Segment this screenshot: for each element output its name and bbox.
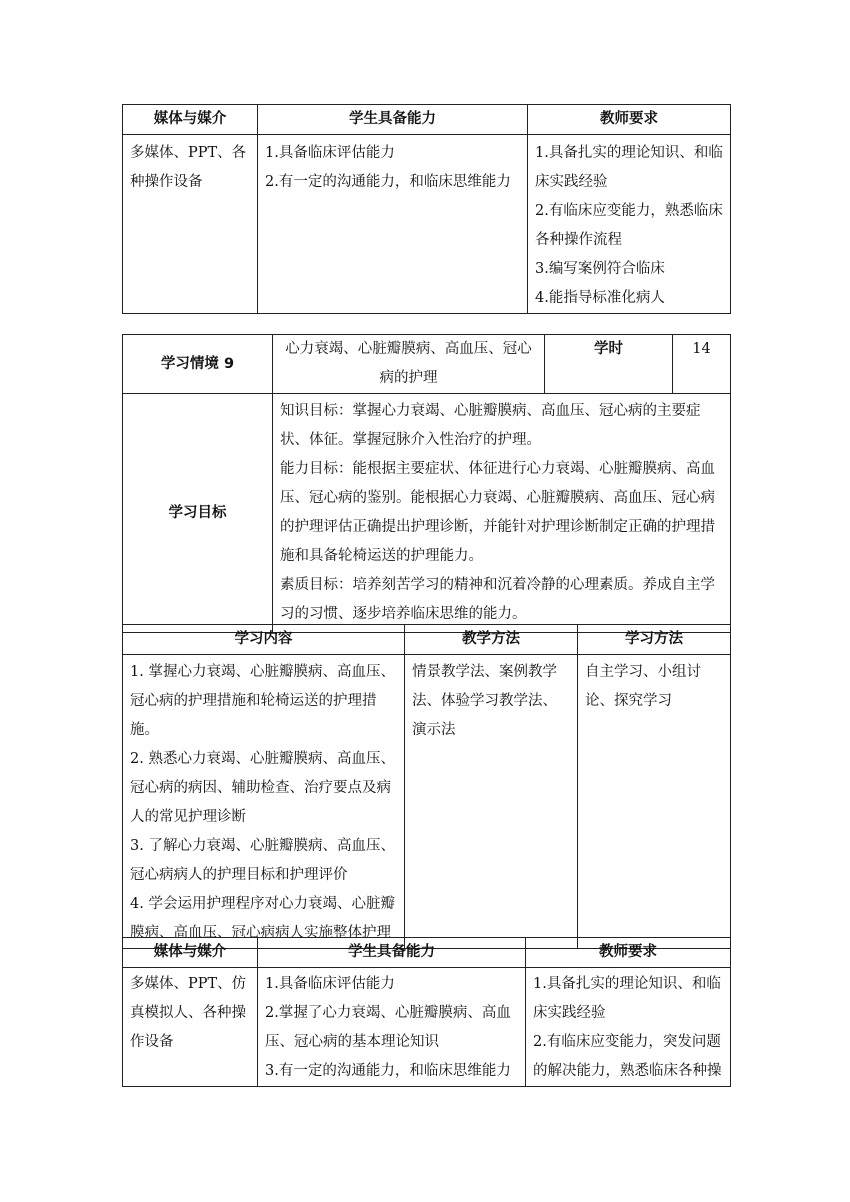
objectives-cell: [273, 394, 731, 633]
teacher-item: 4.能指导标准化病人: [535, 290, 665, 306]
header-teaching-methods: 教学方法: [405, 625, 578, 655]
content-item: 3. 了解心力衰竭、心脏瓣膜病、高血压、冠心病病人的护理目标和护理评价: [130, 838, 395, 883]
ability-objective: 能力目标：能根据主要症状、体征进行心力衰竭、心脏瓣膜病、高血压、冠心病的鉴别。能根据心力衰竭、心脏瓣膜病、高血压、冠心病的护理评估正确提出护理诊断，并能针对护理诊断制定正确的护理措施和具备轮椅运送的护理能力。: [280, 461, 715, 564]
teaching-methods-cell: [405, 655, 578, 949]
hours-value: 14: [673, 335, 731, 394]
media-abilities-table-bottom: [122, 937, 731, 1087]
teacher-item: 1.具备扎实的理论知识、和临床实践经验: [533, 976, 721, 1021]
content-item: 4. 学会运用护理程序对心力衰竭、心脏瓣膜病、高血压、冠心病病人实施整体护理: [130, 896, 395, 941]
scenario-title: 心力衰竭、心脏瓣膜病、高血压、冠心病的护理: [273, 335, 545, 394]
media-text: 多媒体、PPT、仿真模拟人、各种操作设备: [130, 976, 247, 1050]
content-item: 2. 熟悉心力衰竭、心脏瓣膜病、高血压、冠心病的病因、辅助检查、治疗要点及病人的常见护理诊断: [130, 751, 395, 825]
knowledge-objective: 知识目标：掌握心力衰竭、心脏瓣膜病、高血压、冠心病的主要症状、体征。掌握冠脉介入性治疗的护理。: [280, 403, 701, 448]
ability-item: 2.掌握了心力衰竭、心脏瓣膜病、高血压、冠心病的基本理论知识: [265, 1005, 511, 1050]
ability-item: 1.具备临床评估能力: [265, 976, 395, 992]
header-student-abilities: 学生具备能力: [258, 105, 528, 135]
teacher-item: 2.有临床应变能力，突发问题的解决能力，熟悉临床各种操: [533, 1034, 722, 1079]
quality-objective: 素质目标：培养刻苦学习的精神和沉着冷静的心理素质。养成自主学习的习惯、逐步培养临床思维的能力。: [280, 577, 715, 622]
ability-item: 3.有一定的沟通能力，和临床思维能力: [265, 1063, 511, 1079]
media-abilities-table-top: [122, 104, 731, 314]
teacher-item: 3.编写案例符合临床: [535, 261, 665, 277]
header-content: 学习内容: [123, 625, 405, 655]
header-learning-methods: 学习方法: [578, 625, 731, 655]
abilities-cell: [258, 135, 528, 314]
media-cell: [123, 968, 258, 1087]
learning-methods-text: 自主学习、小组讨论、探究学习: [585, 664, 701, 709]
teaching-methods-text: 情景教学法、案例教学法、体验学习教学法、演示法: [412, 664, 557, 738]
learning-methods-cell: [578, 655, 731, 949]
ability-item: 1.具备临床评估能力: [265, 145, 395, 161]
content-item: 1. 掌握心力衰竭、心脏瓣膜病、高血压、冠心病的护理措施和轮椅运送的护理措施。: [130, 664, 395, 738]
hours-label: 学时: [545, 335, 673, 394]
header-media: 媒体与媒介: [123, 938, 258, 968]
scenario-table: [122, 334, 731, 633]
media-text: 多媒体、PPT、各种操作设备: [130, 145, 247, 190]
header-media: 媒体与媒介: [123, 105, 258, 135]
media-cell: [123, 135, 258, 314]
scenario-label: 学习情境 9: [123, 335, 273, 394]
teacher-item: 2.有临床应变能力，熟悉临床各种操作流程: [535, 203, 723, 248]
objectives-label: 学习目标: [123, 394, 273, 633]
header-teacher-requirements: 教师要求: [528, 105, 731, 135]
content-methods-table: [122, 624, 731, 949]
teacher-item: 1.具备扎实的理论知识、和临床实践经验: [535, 145, 723, 190]
ability-item: 2.有一定的沟通能力，和临床思维能力: [265, 174, 511, 190]
teacher-cell: [526, 968, 731, 1087]
abilities-cell: [258, 968, 526, 1087]
content-cell: [123, 655, 405, 949]
teacher-cell: [528, 135, 731, 314]
header-teacher-requirements: 教师要求: [526, 938, 731, 968]
header-student-abilities: 学生具备能力: [258, 938, 526, 968]
